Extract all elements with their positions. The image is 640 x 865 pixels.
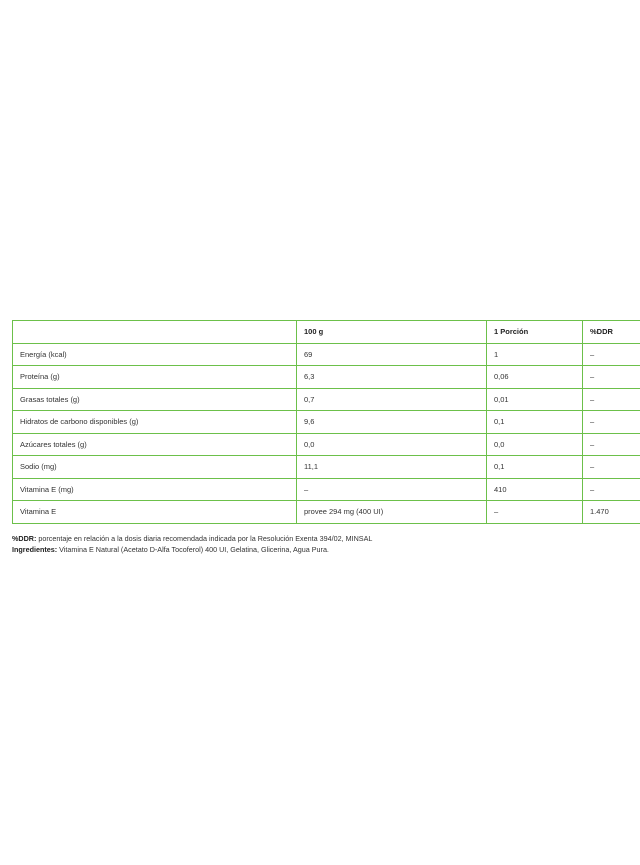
value-portion: – — [487, 501, 583, 524]
table-row — [13, 343, 640, 366]
nutrient-name: Vitamina E — [13, 501, 297, 524]
table-row — [13, 411, 640, 434]
table-row — [13, 478, 640, 501]
value-portion: 1 — [487, 343, 583, 366]
value-portion: 0,06 — [487, 366, 583, 389]
table-row — [13, 388, 640, 411]
value-ddr: – — [583, 411, 640, 434]
value-portion: 0,01 — [487, 388, 583, 411]
nutrient-name: Hidratos de carbono disponibles (g) — [13, 411, 297, 434]
ddr-footnote-label: %DDR: — [12, 534, 37, 543]
value-ddr: 1.470 — [583, 501, 640, 524]
nutrient-name: Proteína (g) — [13, 366, 297, 389]
value-100g: provee 294 mg (400 UI) — [297, 501, 487, 524]
table-footnotes — [12, 533, 632, 555]
nutrient-name: Sodio (mg) — [13, 456, 297, 479]
value-100g: 69 — [297, 343, 487, 366]
nutrition-table — [12, 320, 640, 524]
table-header-row — [13, 321, 640, 344]
value-ddr: – — [583, 366, 640, 389]
nutrient-name: Azúcares totales (g) — [13, 433, 297, 456]
table-row — [13, 433, 640, 456]
ingredients-text: Vitamina E Natural (Acetato D-Alfa Tocoferol) 400 UI, Gelatina, Glicerina, Agua Pura. — [57, 545, 329, 554]
table-row — [13, 366, 640, 389]
value-100g: 0,0 — [297, 433, 487, 456]
value-ddr: – — [583, 456, 640, 479]
table-row — [13, 456, 640, 479]
value-portion: 0,1 — [487, 411, 583, 434]
ddr-footnote — [12, 533, 632, 544]
value-ddr: – — [583, 388, 640, 411]
header-per-portion: 1 Porción — [487, 321, 583, 344]
ddr-footnote-text: porcentaje en relación a la dosis diaria recomendada indicada por la Resolución Exenta 394/02, MINSAL — [36, 534, 373, 543]
value-ddr: – — [583, 478, 640, 501]
header-nutrient — [13, 321, 297, 344]
value-100g: 9,6 — [297, 411, 487, 434]
value-100g: 6,3 — [297, 366, 487, 389]
value-portion: 410 — [487, 478, 583, 501]
nutrient-name: Energía (kcal) — [13, 343, 297, 366]
nutrient-name: Grasas totales (g) — [13, 388, 297, 411]
nutrient-name: Vitamina E (mg) — [13, 478, 297, 501]
header-ddr: %DDR — [583, 321, 640, 344]
value-100g: 11,1 — [297, 456, 487, 479]
ingredients-label: Ingredientes: — [12, 545, 58, 554]
value-portion: 0,0 — [487, 433, 583, 456]
value-ddr: – — [583, 343, 640, 366]
header-per-100g: 100 g — [297, 321, 487, 344]
value-portion: 0,1 — [487, 456, 583, 479]
value-100g: 0,7 — [297, 388, 487, 411]
value-ddr: – — [583, 433, 640, 456]
value-100g: – — [297, 478, 487, 501]
ingredients-note — [12, 544, 632, 555]
table-row — [13, 501, 640, 524]
